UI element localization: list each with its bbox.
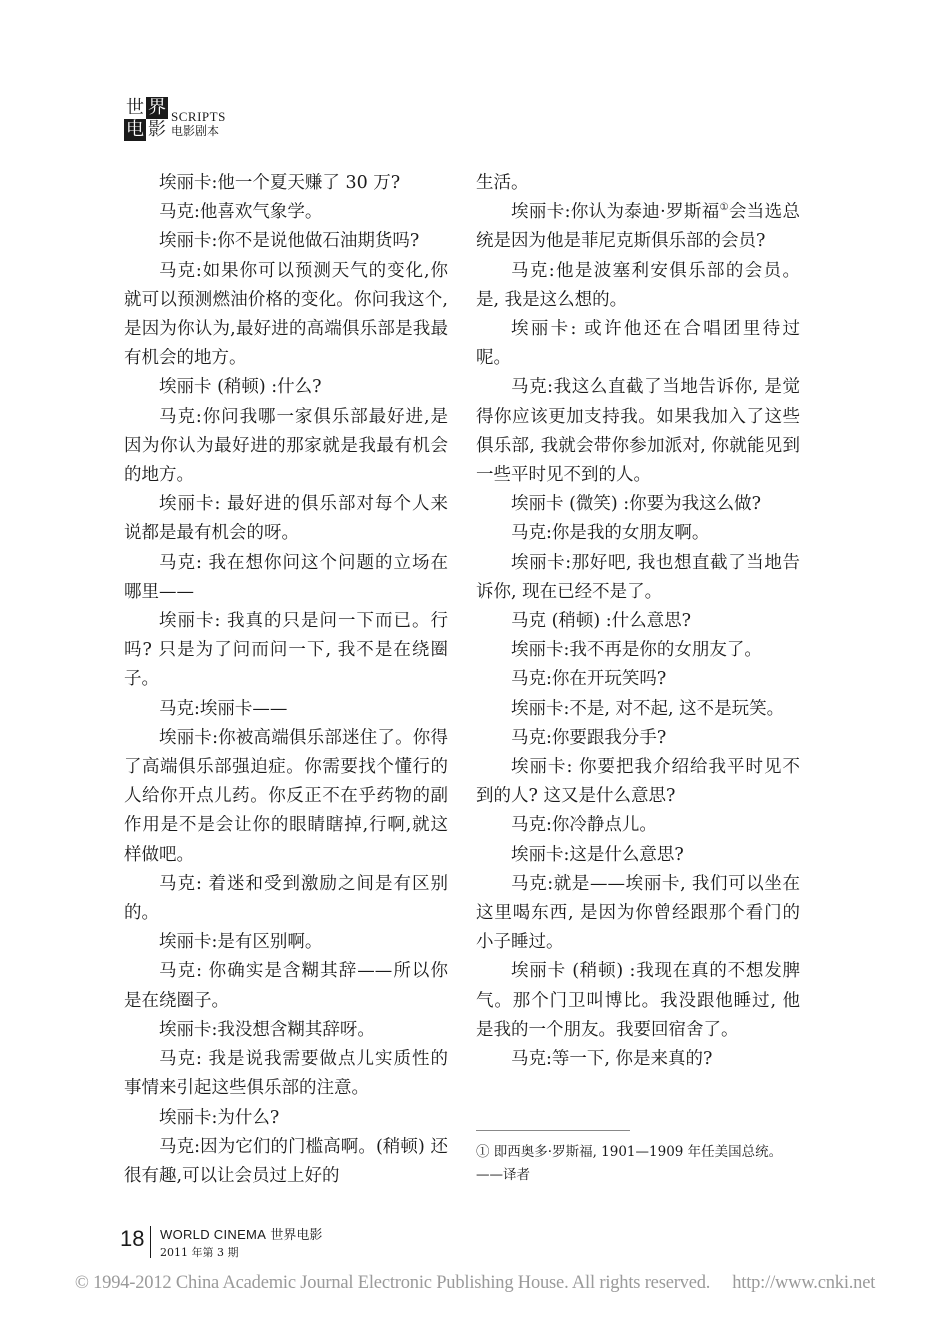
dialogue-line: 马克: 我是说我需要做点儿实质性的事情来引起这些俱乐部的注意。 xyxy=(124,1049,448,1099)
dialogue-line xyxy=(476,198,800,256)
dialogue-line: 埃丽卡:是有区别啊。 xyxy=(159,932,323,953)
copyright-notice xyxy=(0,1271,950,1295)
dialogue-line: 埃丽卡:他一个夏天赚了 30 万? xyxy=(159,173,401,193)
publication-name xyxy=(160,1227,322,1244)
dialogue-line: 埃丽卡:你被高端俱乐部迷住了。你得了高端俱乐部强迫症。你需要找个懂行的人给你开点儿药。你反正不在乎药物的副作用是不是会让你的眼睛瞎掉,行啊,就这样做吧。 xyxy=(124,727,448,865)
dialogue-text: 埃丽卡:你认为泰迪·罗斯福 xyxy=(511,202,720,223)
publication-name-en: WORLD CINEMA xyxy=(160,1227,267,1242)
dialogue-line: 马克:埃丽卡—— xyxy=(159,698,288,719)
dialogue-line: 埃丽卡:为什么? xyxy=(159,1107,280,1128)
dialogue-line: 埃丽卡 (微笑) :你要为我这么做? xyxy=(511,494,762,515)
dialogue-line: 埃丽卡:不是, 对不起, 这不是玩笑。 xyxy=(511,698,785,719)
right-column xyxy=(476,169,800,1074)
dialogue-line: 马克:就是——埃丽卡, 我们可以坐在这里喝东西, 是因为你曾经跟那个看门的小子睡过。 xyxy=(476,873,800,953)
footnote-divider xyxy=(476,1130,630,1131)
logo-char: 影 xyxy=(148,119,166,140)
dialogue-line: 埃丽卡: 你要把我介绍给我平时见不到的人? 这又是什么意思? xyxy=(476,757,800,807)
copyright-url[interactable]: http://www.cnki.net xyxy=(732,1273,876,1293)
dialogue-line: 马克 (稍顿) :什么意思? xyxy=(511,611,692,632)
left-column xyxy=(124,169,448,1191)
dialogue-line: 马克:你是我的女朋友啊。 xyxy=(511,523,710,544)
dialogue-line: 马克:如果你可以预测天气的变化,你就可以预测燃油价格的变化。你问我这个,是因为你认为,最好进的高端俱乐部是我最有机会的地方。 xyxy=(124,260,448,369)
dialogue-line: 马克: 我在想你问这个问题的立场在哪里—— xyxy=(124,552,448,602)
copyright-text: © 1994-2012 China Academic Journal Electronic Publishing House. All rights reserved. xyxy=(74,1273,711,1293)
continued-line: 生活。 xyxy=(476,173,529,193)
dialogue-line: 埃丽卡:那好吧, 我也想直截了当地告诉你, 现在已经不是了。 xyxy=(476,552,800,602)
dialogue-line: 埃丽卡:我不再是你的女朋友了。 xyxy=(511,640,762,661)
dialogue-line: 马克: 着迷和受到激励之间是有区别的。 xyxy=(124,873,448,924)
dialogue-line: 埃丽卡:这是什么意思? xyxy=(511,844,684,865)
section-label-en: SCRIPTS xyxy=(171,109,226,124)
footnote-text: ① 即西奥多·罗斯福, 1901—1909 年任美国总统。——译者 xyxy=(476,1144,783,1183)
dialogue-text: 会当选总统是因为他是菲尼克斯俱乐部的会员? xyxy=(476,202,801,252)
dialogue-line: 埃丽卡 (稍顿) :我现在真的不想发脾气。那个门卫叫博比。我没跟他睡过, 他是我的一个朋友。我要回宿舍了。 xyxy=(476,961,800,1040)
logo-characters xyxy=(124,97,168,141)
issue-label: 2011 年第 3 期 xyxy=(160,1246,239,1259)
footnote xyxy=(476,1141,800,1187)
page-number: 18 xyxy=(120,1226,145,1251)
publication-name-cn: 世界电影 xyxy=(270,1228,323,1243)
logo-side-text xyxy=(171,97,226,141)
dialogue-line: 埃丽卡: 最好进的俱乐部对每个人来说都是最有机会的呀。 xyxy=(124,494,448,544)
dialogue-line: 马克:他是波塞利安俱乐部的会员。是, 我是这么想的。 xyxy=(476,260,800,310)
dialogue-line: 马克:他喜欢气象学。 xyxy=(159,202,323,223)
dialogue-line: 埃丽卡:我没想含糊其辞呀。 xyxy=(159,1019,375,1040)
dialogue-line: 马克:你冷静点儿。 xyxy=(511,815,657,836)
dialogue-line: 马克: 你确实是含糊其辞——所以你是在绕圈子。 xyxy=(124,961,448,1011)
logo-char: 电 xyxy=(126,119,144,140)
dialogue-line: 埃丽卡:你不是说他做石油期货吗? xyxy=(159,231,420,252)
logo-char: 世 xyxy=(126,97,144,118)
dialogue-line: 马克:你在开玩笑吗? xyxy=(511,669,667,690)
section-label-cn: 电影剧本 xyxy=(171,124,220,138)
dialogue-line: 马克:因为它们的门槛高啊。(稍顿) 还很有趣,可以让会员过上好的 xyxy=(124,1136,448,1186)
dialogue-line: 马克:你问我哪一家俱乐部最好进,是因为你认为最好进的那家就是我最有机会的地方。 xyxy=(124,406,448,486)
dialogue-line: 埃丽卡: 我真的只是问一下而已。行吗? 只是为了问而问一下, 我不是在绕圈子。 xyxy=(124,611,448,690)
dialogue-line: 马克:你要跟我分手? xyxy=(511,727,667,748)
dialogue-line: 埃丽卡: 或许他还在合唱团里待过呢。 xyxy=(476,319,800,369)
footer-divider xyxy=(150,1226,151,1258)
footnote-marker[interactable]: ① xyxy=(719,202,729,214)
dialogue-line: 马克:等一下, 你是来真的? xyxy=(511,1049,713,1070)
dialogue-line: 埃丽卡 (稍顿) :什么? xyxy=(159,377,322,398)
dialogue-line: 马克:我这么直截了当地告诉你, 是觉得你应该更加支持我。如果我加入了这些俱乐部, 我就会带你参加派对, 你就能见到一些平时见不到的人。 xyxy=(476,377,800,486)
logo-char: 界 xyxy=(148,97,166,118)
journal-logo xyxy=(124,97,226,141)
